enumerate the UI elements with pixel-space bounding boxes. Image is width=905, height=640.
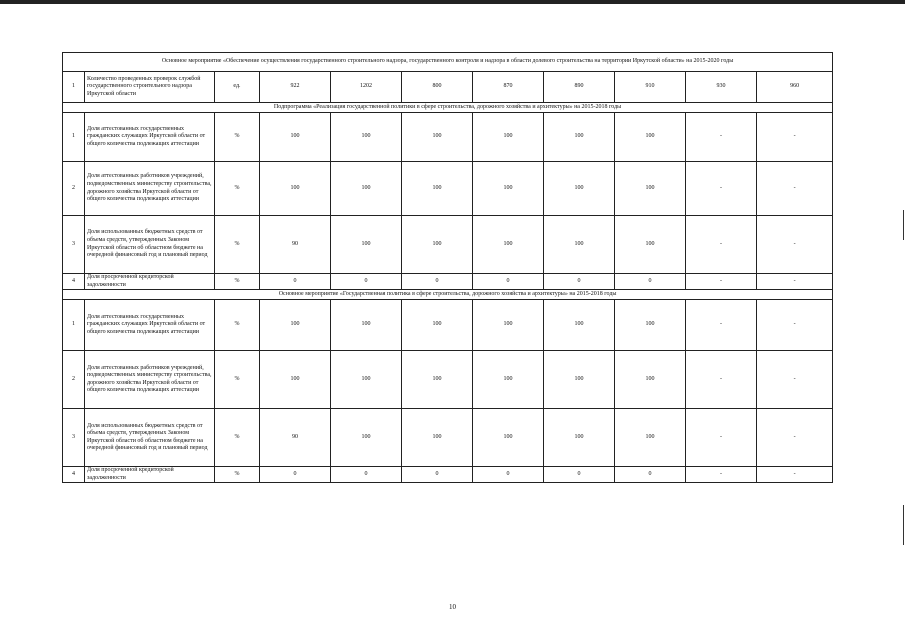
row-number: 3	[63, 409, 85, 467]
value-cell: 100	[615, 113, 686, 162]
value-cell: 870	[473, 72, 544, 103]
value-cell: 0	[260, 274, 331, 290]
value-cell: -	[757, 113, 833, 162]
value-cell: 100	[544, 300, 615, 351]
value-cell: 100	[402, 216, 473, 274]
unit-cell: %	[215, 162, 260, 216]
value-cell: 0	[615, 274, 686, 290]
unit-cell: %	[215, 409, 260, 467]
page-number: 10	[449, 603, 456, 611]
value-cell: -	[686, 216, 757, 274]
value-cell: 100	[544, 113, 615, 162]
unit-cell: %	[215, 300, 260, 351]
value-cell: 0	[331, 467, 402, 483]
value-cell: 100	[331, 216, 402, 274]
value-cell: 890	[544, 72, 615, 103]
value-cell: 90	[260, 216, 331, 274]
value-cell: -	[686, 274, 757, 290]
value-cell: 100	[615, 300, 686, 351]
value-cell: -	[686, 409, 757, 467]
table-row	[63, 274, 833, 290]
value-cell: 100	[260, 351, 331, 409]
value-cell: -	[757, 162, 833, 216]
value-cell: 100	[402, 300, 473, 351]
value-cell: -	[686, 351, 757, 409]
unit-cell: %	[215, 351, 260, 409]
section-header-row	[63, 103, 833, 113]
row-number: 2	[63, 351, 85, 409]
value-cell: 100	[402, 162, 473, 216]
value-cell: 100	[331, 162, 402, 216]
row-number: 1	[63, 72, 85, 103]
unit-cell: %	[215, 467, 260, 483]
value-cell: 100	[473, 113, 544, 162]
section-title: Основное мероприятие «Обеспечение осуществления государственного строительного надзора, государственного контроля и надзора в области долевого строительства на территории Иркутской области» на 2015-2020 годы	[63, 53, 833, 72]
value-cell: 100	[402, 409, 473, 467]
unit-cell: %	[215, 216, 260, 274]
value-cell: 0	[402, 274, 473, 290]
value-cell: -	[757, 409, 833, 467]
indicator-name: Количество проведенных проверок службой государственного строительного надзора Иркутской области	[85, 72, 215, 103]
section-title: Подпрограмма «Реализация государственной политики в сфере строительства, дорожного хозяйства и архитектуры» на 2015-2018 годы	[63, 103, 833, 113]
indicators-table-body	[63, 53, 833, 483]
value-cell: 0	[615, 467, 686, 483]
value-cell: 0	[544, 467, 615, 483]
row-number: 2	[63, 162, 85, 216]
table-row	[63, 162, 833, 216]
table-row	[63, 467, 833, 483]
value-cell: -	[757, 351, 833, 409]
indicator-name: Доля аттестованных государственных гражданских служащих Иркутской области от общего количества подлежащих аттестации	[85, 300, 215, 351]
value-cell: 0	[473, 467, 544, 483]
value-cell: 800	[402, 72, 473, 103]
value-cell: 100	[260, 162, 331, 216]
row-number: 1	[63, 113, 85, 162]
value-cell: 100	[331, 351, 402, 409]
row-number: 1	[63, 300, 85, 351]
value-cell: 0	[473, 274, 544, 290]
value-cell: -	[686, 113, 757, 162]
table-row	[63, 216, 833, 274]
value-cell: 100	[473, 409, 544, 467]
value-cell: 0	[331, 274, 402, 290]
value-cell: 100	[544, 409, 615, 467]
value-cell: 100	[473, 162, 544, 216]
value-cell: 1202	[331, 72, 402, 103]
table-row	[63, 113, 833, 162]
row-number: 4	[63, 274, 85, 290]
unit-cell: ед.	[215, 72, 260, 103]
value-cell: 100	[331, 113, 402, 162]
table-row	[63, 300, 833, 351]
scan-artifact-right	[903, 210, 904, 240]
value-cell: -	[686, 467, 757, 483]
indicator-name: Доля аттестованных работников учреждений, подведомственных министерству строительства, дорожного хозяйства Иркутской области от общего количества подлежащих аттестации	[85, 162, 215, 216]
value-cell: 0	[402, 467, 473, 483]
table-row	[63, 351, 833, 409]
indicator-name: Доля аттестованных работников учреждений, подведомственных министерству строительства, дорожного хозяйства Иркутской области от общего количества подлежащих аттестации	[85, 351, 215, 409]
value-cell: 100	[473, 300, 544, 351]
value-cell: 910	[615, 72, 686, 103]
value-cell: 100	[402, 351, 473, 409]
row-number: 4	[63, 467, 85, 483]
scan-border-top	[0, 0, 905, 4]
value-cell: 100	[473, 216, 544, 274]
value-cell: 90	[260, 409, 331, 467]
value-cell: -	[686, 162, 757, 216]
value-cell: 930	[686, 72, 757, 103]
indicator-name: Доля использованных бюджетных средств от объема средств, утвержденных Законом Иркутской области об областном бюджете на очередной финансовый год и плановый период	[85, 216, 215, 274]
unit-cell: %	[215, 113, 260, 162]
unit-cell: %	[215, 274, 260, 290]
indicator-name: Доля аттестованных государственных гражданских служащих Иркутской области от общего количества подлежащих аттестации	[85, 113, 215, 162]
scan-artifact-right-lower	[903, 505, 904, 545]
value-cell: -	[757, 467, 833, 483]
value-cell: 0	[260, 467, 331, 483]
table-row	[63, 72, 833, 103]
value-cell: 100	[331, 300, 402, 351]
value-cell: 100	[615, 351, 686, 409]
value-cell: 100	[260, 113, 331, 162]
value-cell: 100	[473, 351, 544, 409]
row-number: 3	[63, 216, 85, 274]
value-cell: 100	[615, 409, 686, 467]
value-cell: 0	[544, 274, 615, 290]
value-cell: -	[757, 300, 833, 351]
value-cell: 100	[615, 216, 686, 274]
indicator-name: Доля просроченной кредиторской задолженности	[85, 274, 215, 290]
indicator-name: Доля использованных бюджетных средств от объема средств, утвержденных Законом Иркутской области об областном бюджете на очередной финансовый год и плановый период	[85, 409, 215, 467]
section-header-row	[63, 290, 833, 300]
value-cell: -	[757, 216, 833, 274]
value-cell: -	[686, 300, 757, 351]
value-cell: 100	[260, 300, 331, 351]
section-header-row	[63, 53, 833, 72]
value-cell: -	[757, 274, 833, 290]
value-cell: 100	[615, 162, 686, 216]
value-cell: 100	[544, 351, 615, 409]
value-cell: 100	[544, 216, 615, 274]
value-cell: 922	[260, 72, 331, 103]
value-cell: 100	[544, 162, 615, 216]
value-cell: 960	[757, 72, 833, 103]
section-title: Основное мероприятие «Государственная политика в сфере строительства, дорожного хозяйства и архитектуры» на 2015-2018 годы	[63, 290, 833, 300]
indicators-table	[62, 52, 833, 483]
value-cell: 100	[331, 409, 402, 467]
value-cell: 100	[402, 113, 473, 162]
table-row	[63, 409, 833, 467]
indicator-name: Доля просроченной кредиторской задолженности	[85, 467, 215, 483]
